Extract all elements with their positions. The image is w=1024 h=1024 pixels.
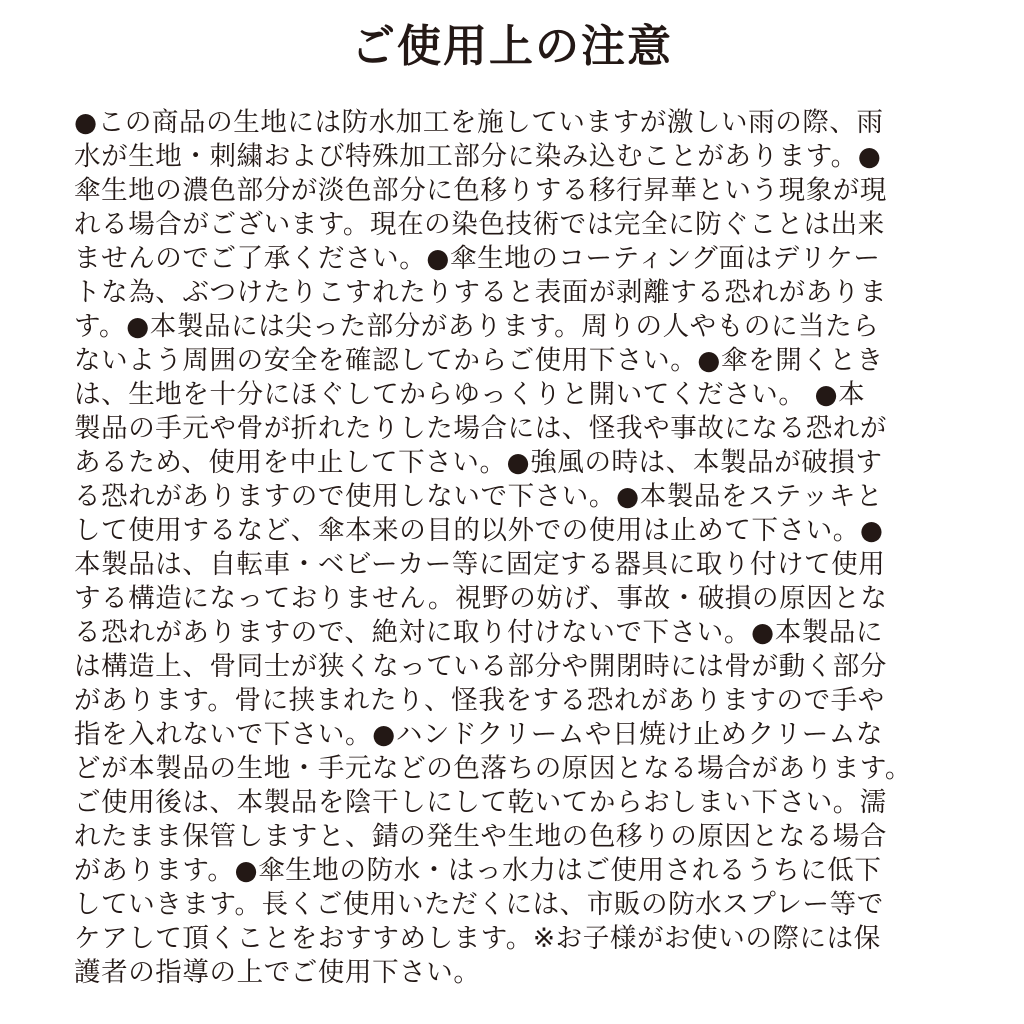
notice-line: 製品の手元や骨が折れたりした場合には、怪我や事故になる恐れが bbox=[74, 413, 887, 444]
notice-line: ないよう周囲の安全を確認してからご使用下さい。●傘を開くとき bbox=[74, 345, 884, 376]
notice-line: 水が生地・刺繍および特殊加工部分に染み込むことがあります。● bbox=[74, 141, 882, 172]
notice-line: どが本製品の生地・手元などの色落ちの原因となる場合があります。 bbox=[74, 753, 912, 784]
notice-line: ケアして頂くことをおすすめします。※お子様がお使いの際には保 bbox=[74, 923, 881, 954]
notice-line: あるため、使用を中止して下さい。●強風の時は、本製品が破損す bbox=[74, 447, 883, 478]
notice-line: ませんのでご了承ください。●傘生地のコーティング面はデリケー bbox=[74, 243, 881, 274]
notice-line: は構造上、骨同士が狭くなっている部分や開閉時には骨が動く部分 bbox=[74, 651, 887, 682]
notice-line: ご使用後は、本製品を陰干しにして乾いてからおしまい下さい。濡 bbox=[74, 787, 887, 818]
notice-line: する構造になっておりません。視野の妨げ、事故・破損の原因とな bbox=[74, 583, 888, 614]
page-title: ご使用上の注意 bbox=[351, 21, 673, 72]
notice-line: 指を入れないで下さい。●ハンドクリームや日焼け止めクリームな bbox=[74, 719, 884, 750]
notice-line: していきます。長くご使用いただくには、市販の防水スプレー等で bbox=[74, 889, 884, 920]
notice-body bbox=[74, 106, 954, 990]
notice-line: す。●本製品には尖った部分があります。周りの人やものに当たら bbox=[74, 311, 880, 342]
notice-line: 本製品は、自転車・ベビーカー等に固定する器具に取り付けて使用 bbox=[74, 549, 886, 580]
notice-line: があります。骨に挟まれたり、怪我をする恐れがありますので手や bbox=[74, 685, 885, 716]
notice-line: る恐れがありますので使用しないで下さい。●本製品をステッキと bbox=[74, 481, 884, 512]
notice-line: 傘生地の濃色部分が淡色部分に色移りする移行昇華という現象が現 bbox=[74, 175, 887, 206]
notice-line: 護者の指導の上でご使用下さい。 bbox=[74, 957, 481, 988]
notice-line: る恐れがありますので、絶対に取り付けないで下さい。●本製品に bbox=[74, 617, 884, 648]
notice-line: トな為、ぶつけたりこすれたりすると表面が剥離する恐れがありま bbox=[74, 277, 887, 308]
notice-line: があります。●傘生地の防水・はっ水力はご使用されるうちに低下 bbox=[74, 855, 882, 886]
notice-line: れたまま保管しますと、錆の発生や生地の色移りの原因となる場合 bbox=[74, 821, 887, 852]
notice-line: ●この商品の生地には防水加工を施していますが激しい雨の際、雨 bbox=[74, 107, 884, 138]
notice-line: して使用するなど、傘本来の目的以外での使用は止めて下さい。● bbox=[74, 515, 884, 546]
notice-line: は、生地を十分にほぐしてからゆっくりと開いてください。 ●本 bbox=[74, 379, 866, 410]
notice-line: れる場合がございます。現在の染色技術では完全に防ぐことは出来 bbox=[74, 209, 885, 240]
